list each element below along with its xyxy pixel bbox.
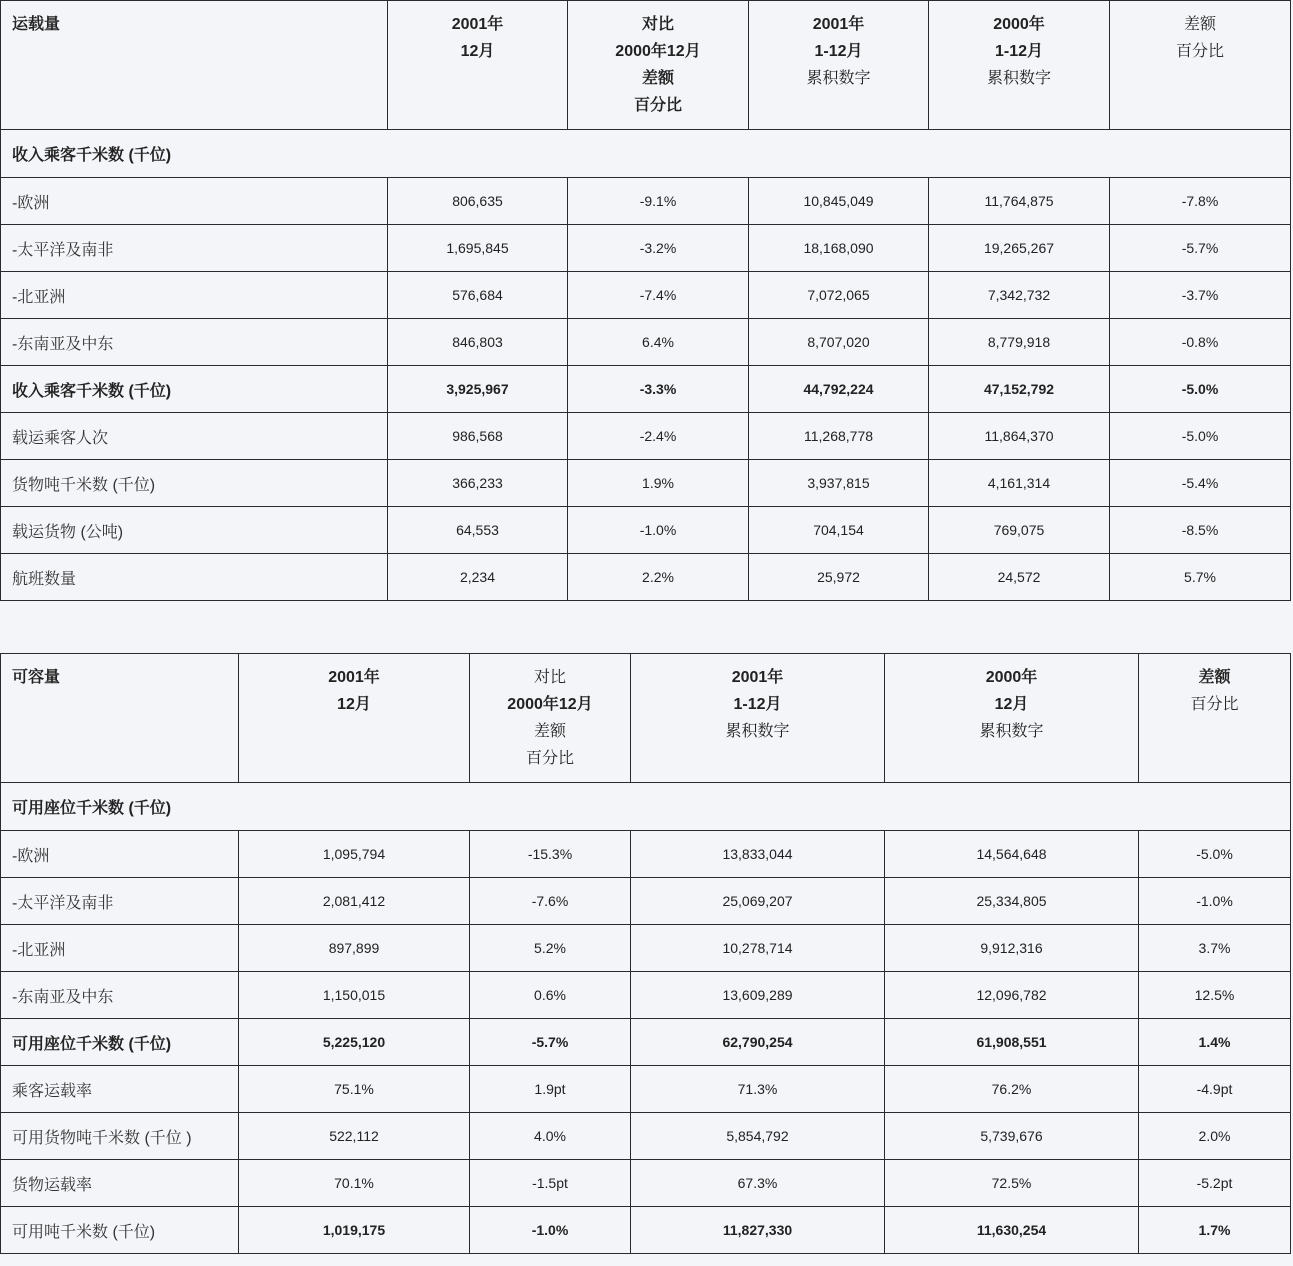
table-cell: 19,265,267 xyxy=(929,225,1110,272)
table-cell: 76.2% xyxy=(885,1066,1139,1113)
row-label: 载运货物 (公吨) xyxy=(1,507,388,554)
table-cell: 5.2% xyxy=(470,925,631,972)
table-cell: -4.9pt xyxy=(1139,1066,1291,1113)
row-label: -北亚洲 xyxy=(1,925,239,972)
table-cell: 6.4% xyxy=(568,319,749,366)
header-line: 2000年12月 xyxy=(507,696,593,713)
row-label: 可用座位千米数 (千位) xyxy=(1,1019,239,1066)
row-label: -东南亚及中东 xyxy=(1,319,388,366)
table-row xyxy=(1,507,1291,554)
table-cell: 3,925,967 xyxy=(388,366,568,413)
header-line: 2001年 xyxy=(731,669,784,686)
header-line: 2000年 xyxy=(985,669,1038,686)
table-cell: 44,792,224 xyxy=(749,366,929,413)
section-title: 收入乘客千米数 (千位) xyxy=(1,130,1291,178)
table-row xyxy=(1,460,1291,507)
header-line: 累积数字 xyxy=(725,723,790,740)
table-cell: 18,168,090 xyxy=(749,225,929,272)
table-cell: 25,972 xyxy=(749,554,929,601)
traffic-table xyxy=(0,0,1291,601)
table-cell: -1.0% xyxy=(470,1207,631,1254)
table-cell: 12.5% xyxy=(1139,972,1291,1019)
table-cell: 75.1% xyxy=(239,1066,470,1113)
table-cell: 13,609,289 xyxy=(631,972,885,1019)
row-label: 收入乘客千米数 (千位) xyxy=(1,366,388,413)
table-cell: -2.4% xyxy=(568,413,749,460)
header-line: 12月 xyxy=(460,43,495,60)
table-row xyxy=(1,878,1291,925)
row-label: 航班数量 xyxy=(1,554,388,601)
table-cell: 5,739,676 xyxy=(885,1113,1139,1160)
capacity-header-cell xyxy=(239,654,470,783)
table-cell: -5.0% xyxy=(1139,831,1291,878)
table-cell: -5.4% xyxy=(1110,460,1291,507)
table-row xyxy=(1,1113,1291,1160)
header-line: 百分比 xyxy=(1190,696,1239,713)
table-cell: 769,075 xyxy=(929,507,1110,554)
header-line: 12月 xyxy=(994,696,1029,713)
table-cell: 10,845,049 xyxy=(749,178,929,225)
table-cell: 576,684 xyxy=(388,272,568,319)
header-line: 差额 xyxy=(1198,669,1231,686)
row-label: -北亚洲 xyxy=(1,272,388,319)
table-cell: 25,334,805 xyxy=(885,878,1139,925)
table-cell: 64,553 xyxy=(388,507,568,554)
section-title: 可用座位千米数 (千位) xyxy=(1,783,1291,831)
table-cell: -1.0% xyxy=(568,507,749,554)
header-line: 1-12月 xyxy=(994,43,1044,60)
table-cell: -5.7% xyxy=(1110,225,1291,272)
header-line: 对比 xyxy=(533,669,566,686)
table-cell: 986,568 xyxy=(388,413,568,460)
table-cell: 9,912,316 xyxy=(885,925,1139,972)
table-row xyxy=(1,413,1291,460)
table-cell: 12,096,782 xyxy=(885,972,1139,1019)
table-row xyxy=(1,554,1291,601)
table-cell: -7.6% xyxy=(470,878,631,925)
header-line: 可容量 xyxy=(12,669,61,686)
header-line: 百分比 xyxy=(633,97,682,114)
table-cell: 1,019,175 xyxy=(239,1207,470,1254)
table-cell: 846,803 xyxy=(388,319,568,366)
header-line: 对比 xyxy=(641,16,674,33)
row-label: 可用货物吨千米数 (千位 ) xyxy=(1,1113,239,1160)
row-label: -太平洋及南非 xyxy=(1,878,239,925)
table-cell: 70.1% xyxy=(239,1160,470,1207)
table-cell: 11,827,330 xyxy=(631,1207,885,1254)
header-line: 运载量 xyxy=(12,16,61,33)
header-line: 累积数字 xyxy=(806,70,871,87)
table-cell: 5,225,120 xyxy=(239,1019,470,1066)
table-cell: 24,572 xyxy=(929,554,1110,601)
header-line: 累积数字 xyxy=(986,70,1051,87)
traffic-header-cell xyxy=(388,1,568,130)
table-cell: -5.7% xyxy=(470,1019,631,1066)
table-cell: 2.2% xyxy=(568,554,749,601)
table-cell: -5.2pt xyxy=(1139,1160,1291,1207)
table-row xyxy=(1,972,1291,1019)
table-cell: 62,790,254 xyxy=(631,1019,885,1066)
table-cell: 7,342,732 xyxy=(929,272,1110,319)
table-cell: 3,937,815 xyxy=(749,460,929,507)
table-cell: 72.5% xyxy=(885,1160,1139,1207)
traffic-section-row xyxy=(1,130,1291,178)
table-cell: -0.8% xyxy=(1110,319,1291,366)
table-cell: 5.7% xyxy=(1110,554,1291,601)
row-label: -太平洋及南非 xyxy=(1,225,388,272)
table-cell: 11,630,254 xyxy=(885,1207,1139,1254)
capacity-header-cell xyxy=(1139,654,1291,783)
table-cell: 3.7% xyxy=(1139,925,1291,972)
header-line: 12月 xyxy=(337,696,371,713)
table-cell: -7.4% xyxy=(568,272,749,319)
table-cell: 1.7% xyxy=(1139,1207,1291,1254)
row-label: -欧洲 xyxy=(1,831,239,878)
table-cell: 2.0% xyxy=(1139,1113,1291,1160)
table-cell: 8,779,918 xyxy=(929,319,1110,366)
header-line: 2001年 xyxy=(451,16,504,33)
table-cell: 47,152,792 xyxy=(929,366,1110,413)
header-line: 差额 xyxy=(533,723,566,740)
row-label: 可用吨千米数 (千位) xyxy=(1,1207,239,1254)
header-line: 差额 xyxy=(641,70,674,87)
table-cell: 4,161,314 xyxy=(929,460,1110,507)
table-cell: 5,854,792 xyxy=(631,1113,885,1160)
header-line: 1-12月 xyxy=(814,43,863,60)
header-line: 2000年 xyxy=(993,16,1045,33)
table-cell: -5.0% xyxy=(1110,413,1291,460)
table-cell: 11,864,370 xyxy=(929,413,1110,460)
header-line: 2001年 xyxy=(328,669,380,686)
capacity-header-row xyxy=(1,654,1291,783)
table-cell: 1.9% xyxy=(568,460,749,507)
table-row xyxy=(1,1066,1291,1113)
table-cell: 61,908,551 xyxy=(885,1019,1139,1066)
table-row xyxy=(1,366,1291,413)
capacity-table xyxy=(0,653,1291,1254)
header-line: 1-12月 xyxy=(733,696,782,713)
table-cell: 25,069,207 xyxy=(631,878,885,925)
table-cell: 806,635 xyxy=(388,178,568,225)
table-cell: 14,564,648 xyxy=(885,831,1139,878)
row-label: 载运乘客人次 xyxy=(1,413,388,460)
header-line: 累积数字 xyxy=(979,723,1044,740)
row-label: 乘客运载率 xyxy=(1,1066,239,1113)
table-row xyxy=(1,831,1291,878)
table-cell: -5.0% xyxy=(1110,366,1291,413)
row-label: -欧洲 xyxy=(1,178,388,225)
table-cell: 897,899 xyxy=(239,925,470,972)
table-row xyxy=(1,1207,1291,1254)
table-cell: -1.0% xyxy=(1139,878,1291,925)
capacity-header-cell xyxy=(1,654,239,783)
table-row xyxy=(1,178,1291,225)
table-row xyxy=(1,272,1291,319)
header-line: 差额 xyxy=(1183,16,1216,33)
table-cell: 13,833,044 xyxy=(631,831,885,878)
table-cell: 1,095,794 xyxy=(239,831,470,878)
table-cell: 7,072,065 xyxy=(749,272,929,319)
table-cell: -1.5pt xyxy=(470,1160,631,1207)
table-cell: 8,707,020 xyxy=(749,319,929,366)
table-cell: -3.3% xyxy=(568,366,749,413)
traffic-header-cell xyxy=(1,1,388,130)
traffic-header-cell xyxy=(568,1,749,130)
table-cell: -3.2% xyxy=(568,225,749,272)
table-cell: 2,081,412 xyxy=(239,878,470,925)
table-cell: -3.7% xyxy=(1110,272,1291,319)
row-label: -东南亚及中东 xyxy=(1,972,239,1019)
table-row xyxy=(1,1019,1291,1066)
row-label: 货物吨千米数 (千位) xyxy=(1,460,388,507)
table-cell: 11,764,875 xyxy=(929,178,1110,225)
capacity-header-cell xyxy=(631,654,885,783)
capacity-section-row xyxy=(1,783,1291,831)
table-cell: 0.6% xyxy=(470,972,631,1019)
header-line: 百分比 xyxy=(1175,43,1224,60)
table-cell: 4.0% xyxy=(470,1113,631,1160)
traffic-header-cell xyxy=(929,1,1110,130)
table-cell: 522,112 xyxy=(239,1113,470,1160)
table-cell: 11,268,778 xyxy=(749,413,929,460)
table-cell: 67.3% xyxy=(631,1160,885,1207)
table-cell: 1.9pt xyxy=(470,1066,631,1113)
table-cell: 366,233 xyxy=(388,460,568,507)
table-row xyxy=(1,925,1291,972)
table-cell: 71.3% xyxy=(631,1066,885,1113)
table-cell: -15.3% xyxy=(470,831,631,878)
table-cell: -8.5% xyxy=(1110,507,1291,554)
table-row xyxy=(1,319,1291,366)
traffic-header-cell xyxy=(1110,1,1291,130)
capacity-header-cell xyxy=(885,654,1139,783)
table-row xyxy=(1,1160,1291,1207)
row-label: 货物运载率 xyxy=(1,1160,239,1207)
table-cell: 2,234 xyxy=(388,554,568,601)
header-line: 2000年12月 xyxy=(615,43,701,60)
table-cell: 10,278,714 xyxy=(631,925,885,972)
table-cell: 1,150,015 xyxy=(239,972,470,1019)
table-row xyxy=(1,225,1291,272)
traffic-header-cell xyxy=(749,1,929,130)
header-line: 2001年 xyxy=(812,16,865,33)
table-cell: -9.1% xyxy=(568,178,749,225)
header-line: 百分比 xyxy=(525,750,574,767)
table-cell: 1,695,845 xyxy=(388,225,568,272)
table-cell: 704,154 xyxy=(749,507,929,554)
table-cell: 1.4% xyxy=(1139,1019,1291,1066)
table-cell: -7.8% xyxy=(1110,178,1291,225)
capacity-header-cell xyxy=(470,654,631,783)
traffic-header-row xyxy=(1,1,1291,130)
